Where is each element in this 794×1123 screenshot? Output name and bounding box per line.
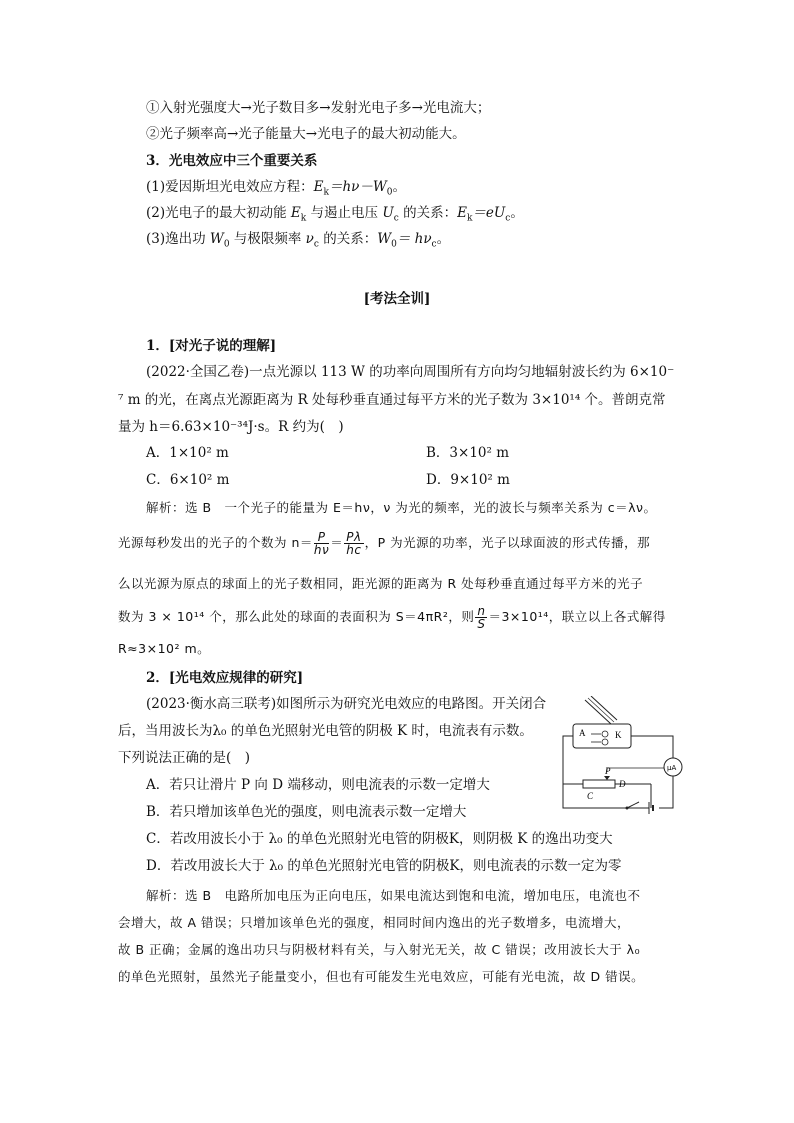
q1-stem-line-3: 量为 h＝6.63×10⁻³⁴J·s。R 约为( ) [118, 419, 344, 435]
fraction-n-over-s: $\frac{n}{S}$ [477, 604, 486, 631]
label-c: C [587, 791, 594, 801]
q1-explanation-line-2: 光源每秒发出的光子的个数为 n＝ $\frac{P}{h\nu}$ ＝ $\frac{P\lambda}{hc}$ ，P 为光源的功率，光子以球面波的形式传播，那 [118, 530, 651, 557]
label-d: D [619, 779, 626, 789]
q1-explanation-line-1: 解析：选 B 一个光子的能量为 E＝hν，ν 为光的频率，光的波长与频率关系为 c＝λν。 [146, 500, 657, 515]
summary-line-1: ①入射光强度大→光子数目多→发射光电子多→光电流大； [146, 100, 491, 116]
q2-stem-line-1: (2023·衡水高三联考)如图所示为研究光电效应的电路图。开关闭合 [146, 696, 547, 712]
q2-option-b: B．若只增加该单色光的强度，则电流表示数一定增大 [146, 804, 467, 820]
relation-3: (3)逸出功 $W_0$ 与极限频率 $\nu_c$ 的关系：$W_0= h\nu_c$。 [146, 231, 451, 250]
fraction-pl-over-hc: $\frac{P\lambda}{hc}$ [346, 530, 362, 557]
label-microammeter: μA [667, 764, 677, 772]
q2-option-a: A．若只让滑片 P 向 D 端移动，则电流表的示数一定增大 [146, 777, 490, 793]
q2-stem-line-2: 后，当用波长为λ₀ 的单色光照射光电管的阴极 K 时，电流表有示数。 [118, 723, 533, 739]
label-anode: A [579, 728, 586, 738]
slider-p [604, 776, 610, 780]
q1-option-a: A．1×10² m [146, 445, 229, 461]
section-title: [考法全训] [363, 291, 431, 307]
q2-option-d: D．若改用波长大于 λ₀ 的单色光照射光电管的阴极K，则电流表的示数一定为零 [146, 858, 622, 874]
q1-explanation-line-5: R≈3×10² m。 [118, 641, 211, 656]
heading-three-relations: 3．光电效应中三个重要关系 [146, 153, 318, 169]
q2-stem-line-3: 下列说法正确的是( ) [118, 750, 251, 766]
photoelectric-circuit-diagram [555, 696, 685, 826]
q1-heading: 1．[对光子说的理解] [146, 338, 277, 354]
q1-explanation-line-3: 么以光源为原点的球面上的光子数相同，距光源的距离为 R 处每秒垂直通过每平方米的光子 [118, 576, 644, 591]
incident-light [585, 696, 617, 724]
q1-explanation-line-4: 数为 3 × 10¹⁴ 个，那么此处的球面的表面积为 S＝4πR²，则 $\frac{n}{S}$ ＝3×10¹⁴，联立以上各式解得 [118, 604, 666, 631]
relation-1: (1)爱因斯坦光电效应方程：$E_k=h\nu-W_0$。 [146, 179, 406, 198]
q2-explanation-line-1: 解析：选 B 电路所加电压为正向电压，如果电流达到饱和电流，增加电压，电流也不 [146, 888, 641, 903]
switch-lever [627, 802, 639, 808]
q2-explanation-line-3: 故 B 正确；金属的逸出功只与阴极材料有关，与入射光无关，故 C 错误；改用波长大于 λ₀ [118, 942, 641, 957]
q1-stem-line-2: ⁷ m 的光，在离点光源距离为 R 处每秒垂直通过每平方米的光子数为 3×10¹⁴ 个。普朗克常 [118, 392, 666, 408]
label-cathode: K [615, 730, 622, 740]
rheostat [583, 780, 615, 788]
q1-option-d: D．9×10² m [426, 472, 510, 488]
label-p: P [605, 766, 611, 776]
q1-stem-line-1: (2022·全国乙卷)一点光源以 113 W 的功率向周围所有方向均匀地辐射波长约为 6×10⁻ [146, 364, 675, 380]
q2-option-c: C．若改用波长小于 λ₀ 的单色光照射光电管的阴极K，则阴极 K 的逸出功变大 [146, 831, 613, 847]
q1-option-c: C．6×10² m [146, 472, 230, 488]
fraction-p-over-hv: $\frac{P}{h\nu}$ [313, 530, 330, 557]
relation-2: (2)光电子的最大初动能 $E_k$ 与遏止电压 $U_c$ 的关系：$E_k=eU_c$。 [146, 205, 524, 224]
q2-explanation-line-4: 的单色光照射，虽然光子能量变小，但也有可能发生光电效应，可能有光电流，故 D 错误。 [118, 969, 645, 984]
q2-heading: 2．[光电效应规律的研究] [146, 670, 304, 686]
q2-explanation-line-2: 会增大，故 A 错误；只增加该单色光的强度，相同时间内逸出的光子数增多，电流增大， [118, 915, 630, 930]
summary-line-2: ②光子频率高→光子能量大→光电子的最大初动能大。 [146, 126, 466, 142]
q1-option-b: B．3×10² m [426, 445, 510, 461]
